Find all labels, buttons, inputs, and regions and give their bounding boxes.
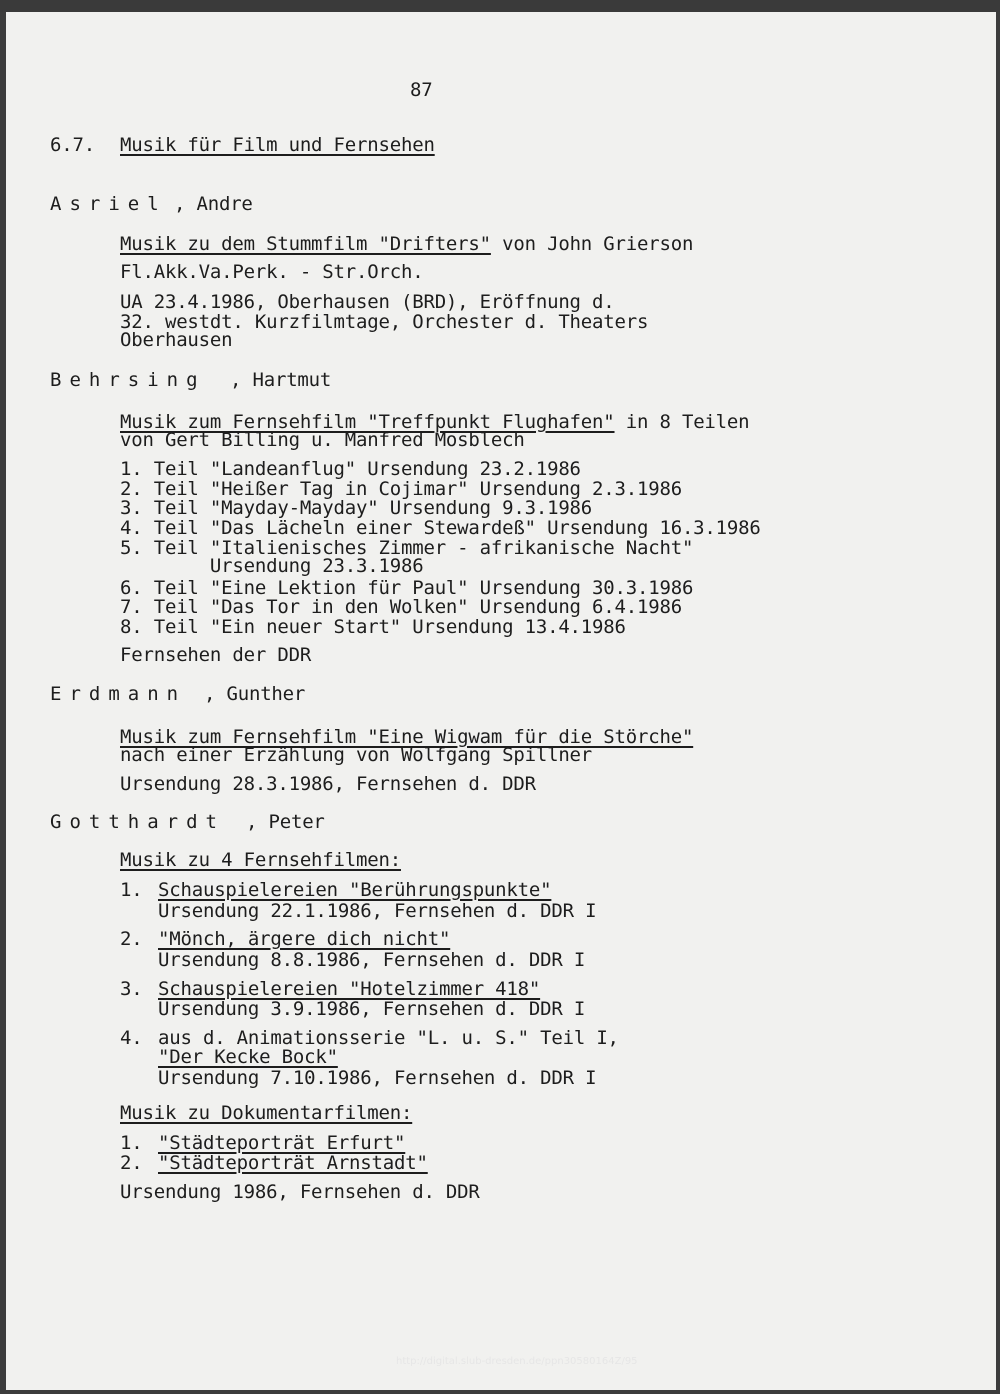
broadcast-info: Ursendung 3.9.1986, Fernsehen d. DDR I xyxy=(158,998,586,1020)
item-number: 1. xyxy=(120,1132,143,1154)
item-number: 2. xyxy=(120,928,143,950)
section-number: 6.7. xyxy=(50,134,95,156)
broadcast-info: Ursendung 8.8.1986, Fernsehen d. DDR I xyxy=(158,949,586,971)
broadcast-info: Ursendung 28.3.1986, Fernsehen d. DDR xyxy=(120,773,536,795)
broadcast-info: Ursendung 22.1.1986, Fernsehen d. DDR I xyxy=(158,900,597,922)
part-line: 6. Teil "Eine Lektion für Paul" Ursendung 30.3.1986 xyxy=(120,577,694,599)
work-suffix: von John Grierson xyxy=(490,233,694,255)
film-title: "Der Kecke Bock" xyxy=(158,1046,338,1068)
composer-surname: Behrsing xyxy=(50,369,206,391)
broadcast-info: Ursendung 1986, Fernsehen d. DDR xyxy=(120,1181,480,1203)
scoring: Fl.Akk.Va.Perk. - Str.Orch. xyxy=(120,261,424,283)
composer-given-name: , Hartmut xyxy=(230,369,332,391)
list-heading: Musik zu Dokumentarfilmen: xyxy=(120,1102,413,1124)
part-line: Ursendung 23.3.1986 xyxy=(120,555,424,577)
item-number: 1. xyxy=(120,879,143,901)
part-line: 1. Teil "Landeanflug" Ursendung 23.2.1986 xyxy=(120,458,581,480)
film-title: Schauspielereien "Berührungspunkte" xyxy=(158,879,552,901)
item-number: 3. xyxy=(120,978,143,1000)
work-authors: von Gert Billing u. Manfred Mosblech xyxy=(120,429,525,451)
film-title: "Städteporträt Arnstadt" xyxy=(158,1152,428,1174)
premiere-line: UA 23.4.1986, Oberhausen (BRD), Eröffnung d. xyxy=(120,291,615,313)
scan-top-edge xyxy=(0,0,1000,12)
composer-given-name: , Andre xyxy=(174,193,253,215)
work-title: Musik zu dem Stummfilm "Drifters" xyxy=(120,233,491,255)
composer-surname: Erdmann xyxy=(50,683,187,705)
composer-surname: Gotthardt xyxy=(50,811,225,833)
part-line: 5. Teil "Italienisches Zimmer - afrikanische Nacht" xyxy=(120,537,694,559)
part-line: 4. Teil "Das Lächeln einer Stewardeß" Ursendung 16.3.1986 xyxy=(120,517,761,539)
work-suffix: in 8 Teilen xyxy=(614,411,750,433)
work-title: Musik zum Fernsehfilm "Eine Wigwam für die Störche" xyxy=(120,726,694,748)
composer-given-name: , Gunther xyxy=(204,683,306,705)
composer-given-name: , Peter xyxy=(246,811,325,833)
film-title: Schauspielereien "Hotelzimmer 418" xyxy=(158,978,541,1000)
section-title: Musik für Film und Fernsehen xyxy=(120,134,435,156)
page-number: 87 xyxy=(410,79,433,101)
item-number: 4. xyxy=(120,1027,143,1049)
item-number: 2. xyxy=(120,1152,143,1174)
part-line: 7. Teil "Das Tor in den Wolken" Ursendung 6.4.1986 xyxy=(120,596,682,618)
work-source: nach einer Erzählung von Wolfgang Spillner xyxy=(120,744,593,766)
broadcast-info: Ursendung 7.10.1986, Fernsehen d. DDR I xyxy=(158,1067,597,1089)
broadcaster: Fernsehen der DDR xyxy=(120,644,312,666)
premiere-line: 32. westdt. Kurzfilmtage, Orchester d. Theaters xyxy=(120,311,649,333)
series-info: aus d. Animationsserie "L. u. S." Teil I, xyxy=(158,1027,619,1049)
part-line: 2. Teil "Heißer Tag in Cojimar" Ursendung 2.3.1986 xyxy=(120,478,682,500)
source-url: http://digital.slub-dresden.de/ppn30580164Z/95 xyxy=(396,1356,638,1367)
work-line xyxy=(120,234,693,254)
work-title: Musik zum Fernsehfilm "Treffpunkt Flughafen" xyxy=(120,411,615,433)
list-heading: Musik zu 4 Fernsehfilmen: xyxy=(120,849,401,871)
composer-surname: Asriel xyxy=(50,193,167,215)
film-title: "Städteporträt Erfurt" xyxy=(158,1132,406,1154)
part-line: 8. Teil "Ein neuer Start" Ursendung 13.4.1986 xyxy=(120,616,626,638)
film-title: "Mönch, ärgere dich nicht" xyxy=(158,928,451,950)
part-line: 3. Teil "Mayday-Mayday" Ursendung 9.3.1986 xyxy=(120,497,593,519)
premiere-line: Oberhausen xyxy=(120,329,233,351)
